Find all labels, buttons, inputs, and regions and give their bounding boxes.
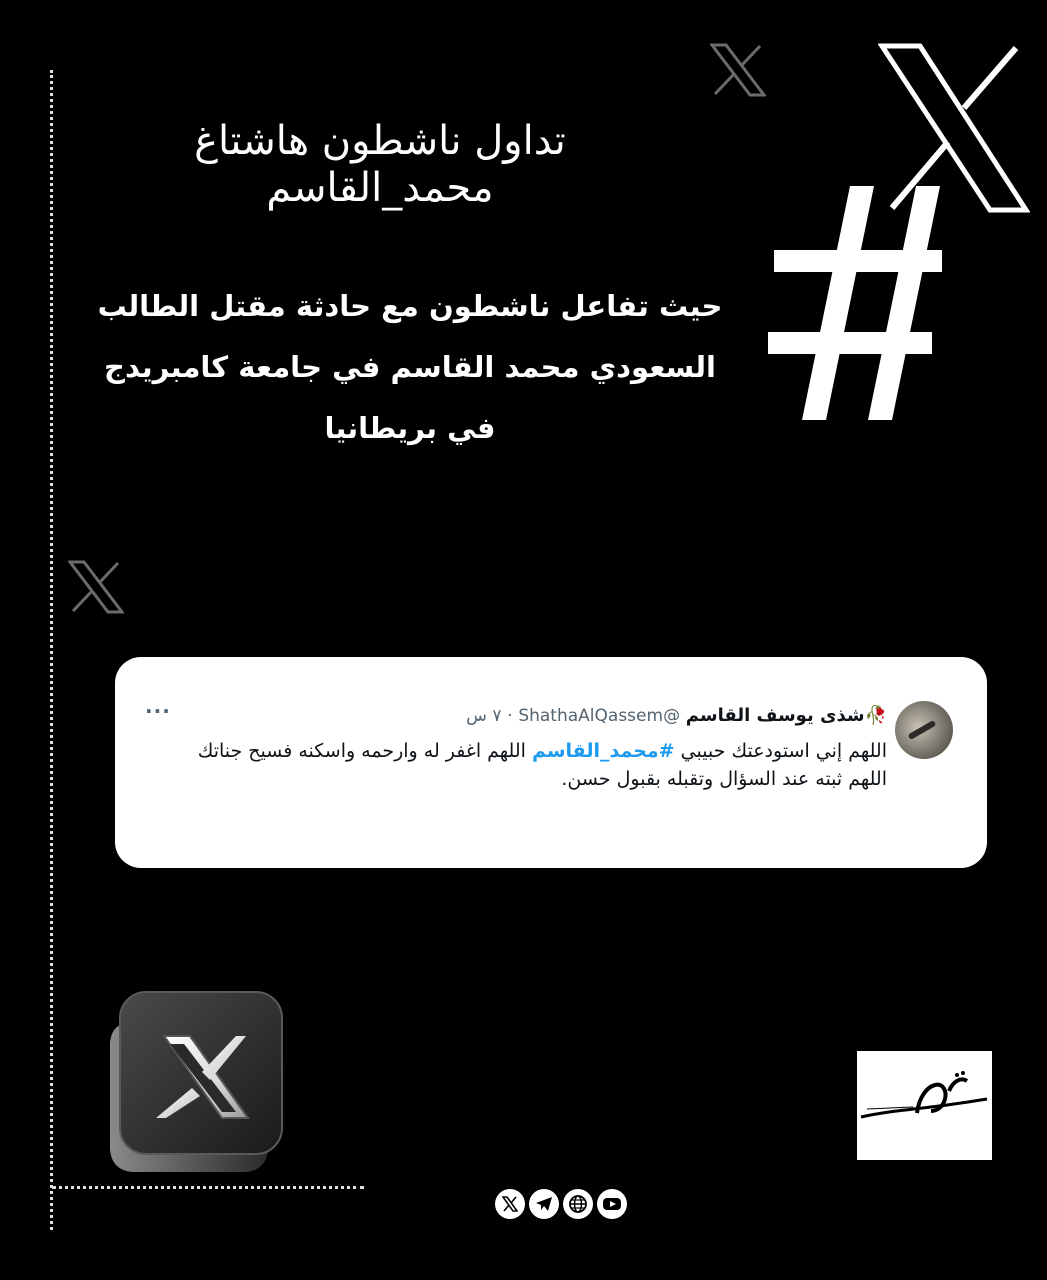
tweet-text-before: اللهم إني استودعتك حبيبي — [674, 740, 887, 762]
dotted-border-vertical — [50, 70, 53, 1230]
tweet-time[interactable]: ٧ س — [466, 706, 502, 726]
x-logo-small-top-icon — [710, 43, 766, 97]
headline-line-1: تداول ناشطون هاشتاغ — [194, 118, 566, 164]
social-icons — [495, 1189, 627, 1219]
display-name[interactable]: شذى يوسف القاسم — [685, 705, 865, 726]
globe-icon[interactable] — [563, 1189, 593, 1219]
hashtag-icon — [768, 186, 944, 420]
youtube-icon[interactable] — [597, 1189, 627, 1219]
user-handle[interactable]: @ShathaAlQassem — [518, 706, 681, 726]
name-emoji: 🥀 — [864, 705, 887, 726]
telegram-icon[interactable] — [529, 1189, 559, 1219]
tweet-text — [145, 737, 887, 793]
tweet-line-1 — [145, 737, 887, 765]
subheadline — [80, 276, 740, 459]
headline-line-2: محمد_القاسم — [266, 165, 494, 212]
x-app-icon — [106, 990, 284, 1174]
hashtag-link[interactable]: #محمد_القاسم — [531, 740, 675, 762]
tweet-line-2: اللهم ثبته عند السؤال وتقبله بقبول حسن. — [561, 768, 887, 790]
x-logo-small-left-icon — [68, 560, 124, 614]
publisher-logo-mark — [857, 1051, 992, 1160]
subhead-line-1: حيث تفاعل ناشطون مع حادثة مقتل الطالب — [97, 289, 723, 323]
subhead-line-3: في بريطانيا — [324, 411, 496, 445]
headline — [100, 118, 660, 212]
tweet-header — [466, 705, 887, 726]
more-options-icon[interactable]: ··· — [145, 699, 171, 723]
x-icon[interactable] — [495, 1189, 525, 1219]
publisher-logo — [857, 1051, 992, 1160]
tweet-text-after: اللهم اغفر له وارحمه واسكنه فسيح جناتك — [197, 740, 532, 762]
subhead-line-2: السعودي محمد القاسم في جامعة كامبريدج — [104, 350, 716, 384]
dotted-border-horizontal — [52, 1186, 364, 1189]
tweet-card[interactable] — [115, 657, 987, 868]
avatar[interactable] — [895, 701, 953, 759]
separator-dot: · — [507, 706, 513, 726]
